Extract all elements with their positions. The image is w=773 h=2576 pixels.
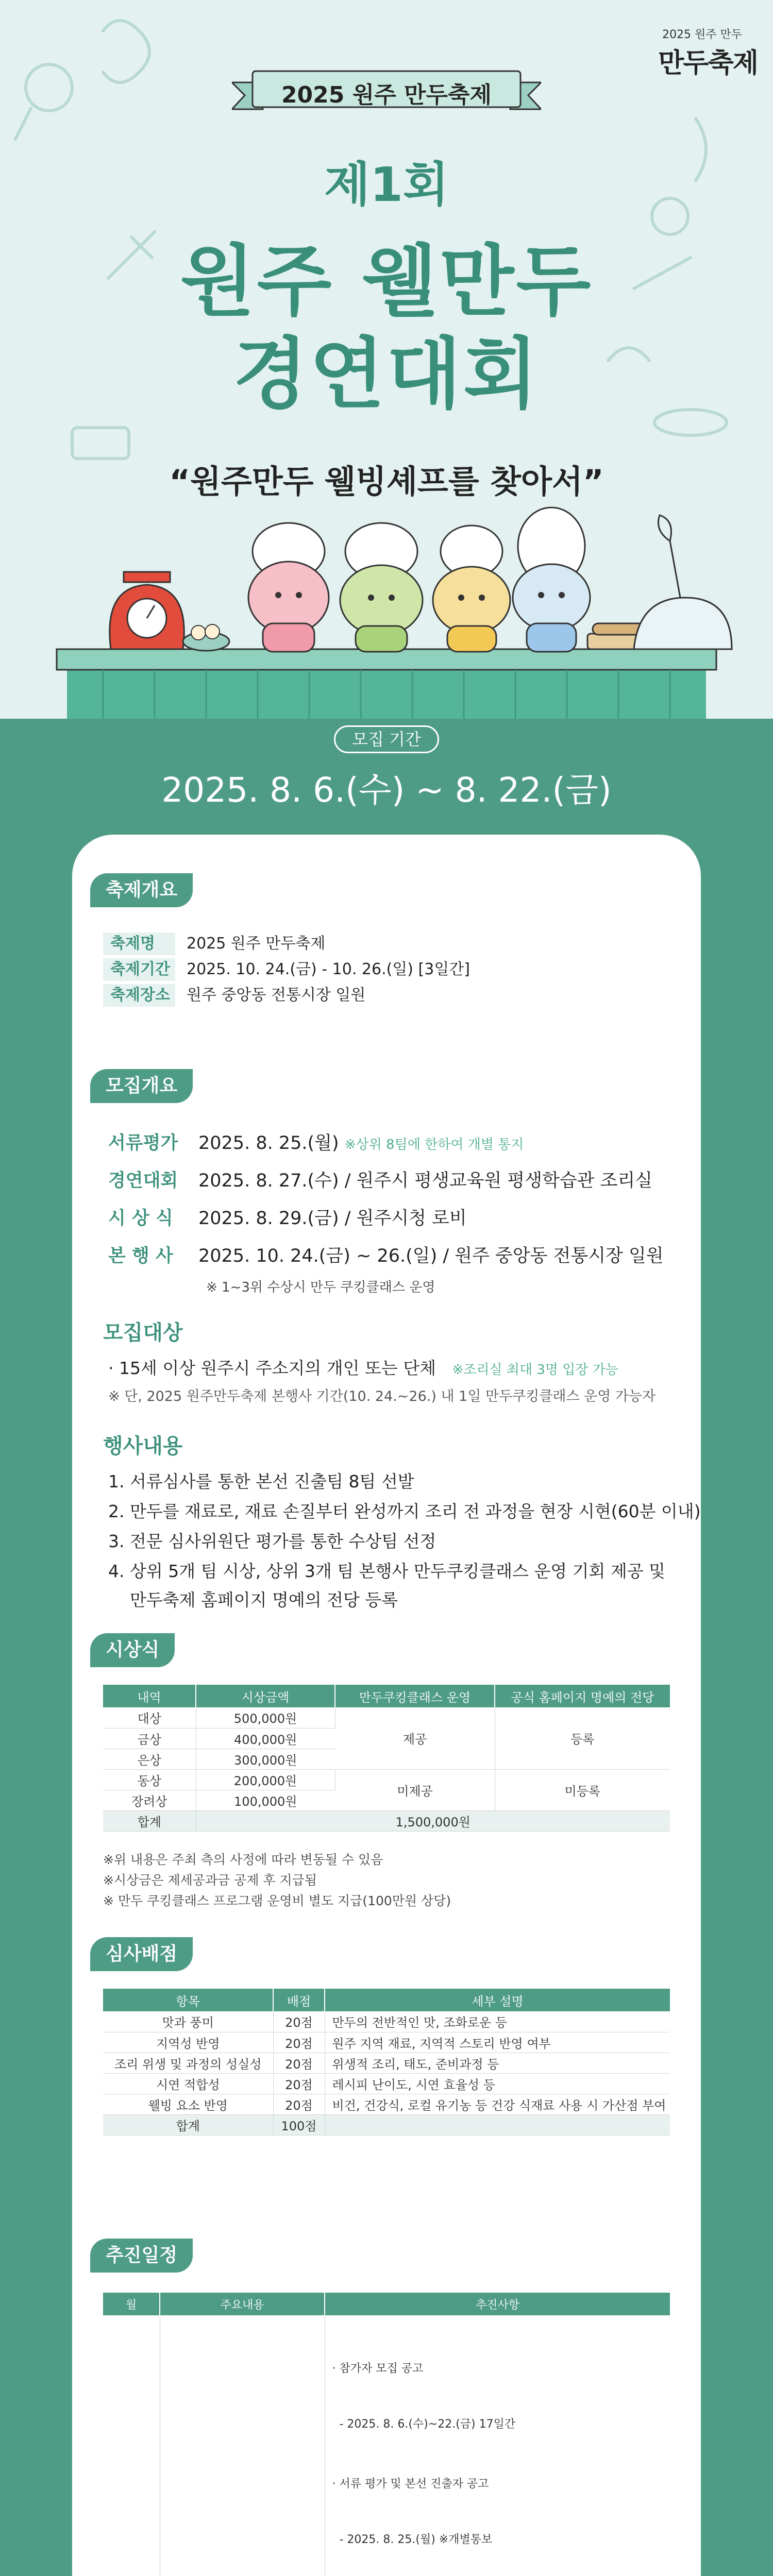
section-tag-recruit: 모집개요 [90,1069,193,1103]
table-row: 대상 500,000원 제공 등록 [103,1707,670,1728]
content-item: 3. 전문 심사위원단 평가를 통한 수상팀 선정 [108,1531,436,1551]
section-tag-plan: 추진일정 [90,2239,193,2273]
main-title-line2: 경연대회 [233,330,540,419]
section-tag-criteria: 심사배점 [90,1937,193,1971]
table-row: 은상 300,000원 [103,1749,670,1769]
awards-table [103,1685,670,1832]
edition-title: 제1회 [324,157,449,212]
section-tag-overview: 축제개요 [90,873,193,907]
content-heading: 행사내용 [103,1434,183,1458]
table-total-row: 합계 1,500,000원 [103,1810,670,1831]
main-title-line1: 원주 웰만두 [180,237,593,327]
content-item: 2. 만두를 재료로, 재료 손질부터 완성까지 조리 전 과정을 현장 시현(60분 이내) [108,1501,701,1521]
table-row: 장려상 100,000원 [103,1790,670,1810]
hero-subtitle: “원주만두 웰빙셰프를 찾아서” [169,463,604,500]
content-item: 4. 상위 5개 팀 시상, 상위 3개 팀 본행사 만두쿠킹클래스 운영 기회 제공 및 [108,1561,666,1581]
table-row: 금상 400,000원 [103,1728,670,1749]
festival-logo-small: 2025 원주 만두 [662,28,742,41]
ribbon-text: 2025 원주 만두축제 [281,82,492,108]
festival-logo: 만두축제 [658,48,758,79]
table-total-row: 합계 100점 [103,2114,670,2135]
main-event-note: ※ 1~3위 수상시 만두 쿠킹클래스 운영 [206,1280,435,1295]
table-row: 동상 200,000원 미제공 미등록 [103,1769,670,1790]
table-row: 지역성 반영 20점 원주 지역 재료, 지역적 스토리 반영 여부 [103,2032,670,2053]
table-row: · 참가자 모집 공고 - 2025. 8. 6.(수)~22.(금) 17일간 · 서류 평가 및 본선 진출자 공고 - 2025. 8. 25.(월) ※개별통보 [103,2315,670,2576]
content-item: 1. 서류심사를 통한 본선 진출팀 8팀 선발 [108,1471,414,1492]
target-heading: 모집대상 [103,1321,183,1345]
schedule-row: 서류평가 2025. 8. 25.(월) ※상위 8팀에 한하여 개별 통지 [108,1133,524,1154]
table-header-row: 월 주요내용 추진사항 [103,2293,670,2315]
target-line: · 15세 이상 원주시 주소지의 개인 또는 단체 ※조리실 최대 3명 입장 가능 [108,1358,618,1378]
table-row: 시연 적합성 20점 레시피 난이도, 시연 효율성 등 [103,2073,670,2094]
awards-note: ※ 만두 쿠킹클래스 프로그램 운영비 별도 지급(100만원 상당) [103,1893,451,1908]
table-header-row: 내역 시상금액 만두쿠킹클래스 운영 공식 홈페이지 명예의 전당 [103,1685,670,1707]
table-row: 맛과 풍미 20점 만두의 전반적인 맛, 조화로운 등 [103,2011,670,2032]
schedule-row: 경연대회 2025. 8. 27.(수) / 원주시 평생교육원 평생학습관 조리실 [108,1171,653,1191]
plan-table [103,2293,670,2576]
schedule-row: 본 행 사 2025. 10. 24.(금) ~ 26.(일) / 원주 중앙동 전통시장 일원 [108,1246,664,1266]
table-header-row: 항목 배점 세부 설명 [103,1989,670,2011]
awards-note: ※시상금은 제세공과금 공제 후 지급됨 [103,1873,317,1888]
section-tag-awards: 시상식 [90,1633,175,1667]
content-item: 만두축제 홈페이지 명예의 전당 등록 [108,1590,398,1610]
criteria-table [103,1989,670,2136]
table-row: 조리 위생 및 과정의 성실성 20점 위생적 조리, 태도, 준비과정 등 [103,2053,670,2073]
period-date: 2025. 8. 6.(수) ~ 8. 22.(금) [161,770,612,810]
target-subnote: ※ 단, 2025 원주만두축제 본행사 기간(10. 24.~26.) 내 1일 만두쿠킹클래스 운영 가능자 [108,1388,656,1404]
overview-row: 축제명 2025 원주 만두축제 [103,933,325,955]
period-label: 모집 기간 [334,725,439,753]
overview-row: 축제장소 원주 중앙동 전통시장 일원 [103,984,365,1007]
awards-note: ※위 내용은 주최 측의 사정에 따라 변동될 수 있음 [103,1852,383,1867]
overview-row: 축제기간 2025. 10. 24.(금) - 10. 26.(일) [3일간] [103,958,470,981]
schedule-row: 시 상 식 2025. 8. 29.(금) / 원주시청 로비 [108,1208,467,1229]
mandu-characters-illustration [0,495,773,719]
hero-section [0,0,773,719]
table-row: 웰빙 요소 반영 20점 비건, 건강식, 로컬 유기농 등 건강 식재료 사용 시 가산점 부여 [103,2094,670,2114]
